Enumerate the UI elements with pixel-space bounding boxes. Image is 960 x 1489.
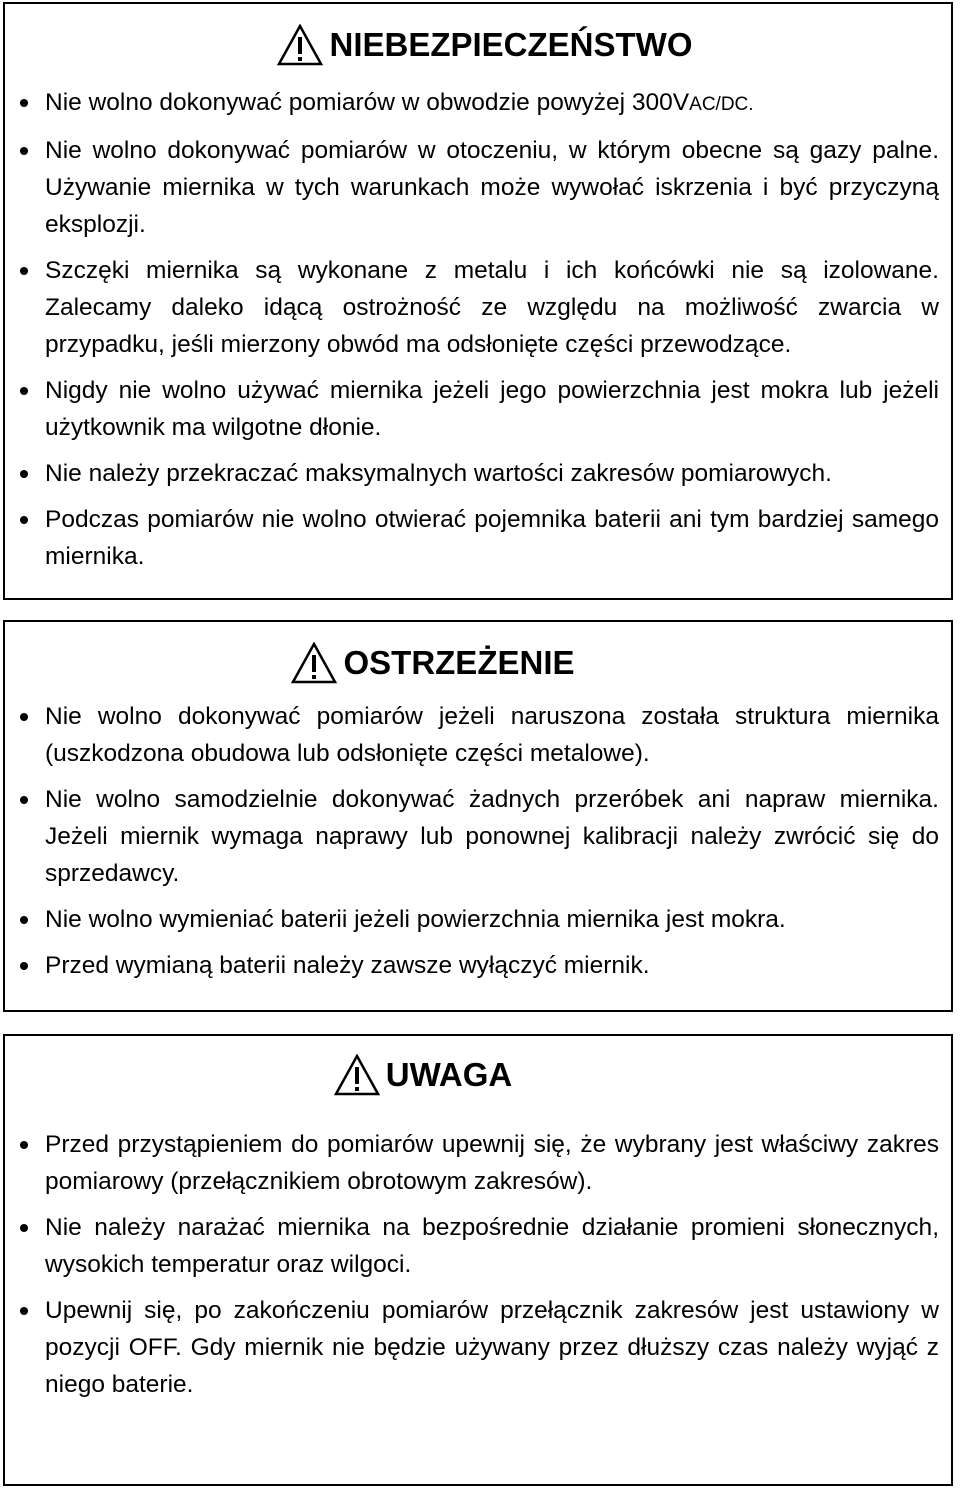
caution-list — [5, 1126, 951, 1403]
list-item: Szczęki miernika są wykonane z metalu i ich końcówki nie są izolowane. Zalecamy daleko idącą ostrożność ze względu na możliwość zwarcia w przypadku, jeśli mierzony obwód ma odsłonięte części przewodzące. — [45, 252, 939, 363]
danger-section — [3, 2, 953, 600]
danger-heading — [5, 24, 951, 66]
warning-list — [5, 698, 951, 984]
warning-title: OSTRZEŻENIE — [343, 644, 575, 681]
list-item: Nie należy przekraczać maksymalnych wartości zakresów pomiarowych. — [45, 455, 939, 492]
list-item: Upewnij się, po zakończeniu pomiarów przełącznik zakresów jest ustawiony w pozycji OFF. Gdy miernik nie będzie używany przez dłuższy czas należy wyjąć z niego baterie. — [45, 1292, 939, 1403]
warning-triangle-icon — [334, 1054, 380, 1096]
list-item: Nigdy nie wolno używać miernika jeżeli jego powierzchnia jest mokra lub jeżeli użytkownik ma wilgotne dłonie. — [45, 372, 939, 446]
bullet-icon — [20, 470, 28, 478]
warning-heading — [5, 642, 951, 684]
bullet-icon — [20, 1224, 28, 1232]
list-item: Nie wolno wymieniać baterii jeżeli powierzchnia miernika jest mokra. — [45, 901, 939, 938]
list-item: Przed wymianą baterii należy zawsze wyłączyć miernik. — [45, 947, 939, 984]
danger-list — [5, 84, 951, 575]
danger-title: NIEBEZPIECZEŃSTWO — [329, 26, 693, 63]
bullet-icon — [20, 916, 28, 924]
warning-section — [3, 620, 953, 1012]
list-item: Podczas pomiarów nie wolno otwierać pojemnika baterii ani tym bardziej samego miernika. — [45, 501, 939, 575]
bullet-icon — [20, 99, 28, 107]
list-item: Nie należy narażać miernika na bezpośrednie działanie promieni słonecznych, wysokich temperatur oraz wilgoci. — [45, 1209, 939, 1283]
list-item: Nie wolno dokonywać pomiarów w obwodzie powyżej 300VAC/DC. — [45, 84, 939, 123]
warning-triangle-icon — [277, 24, 323, 66]
bullet-icon — [20, 796, 28, 804]
bullet-icon — [20, 387, 28, 395]
caution-heading — [5, 1054, 951, 1096]
unit-label: AC/DC. — [689, 94, 754, 115]
bullet-icon — [20, 267, 28, 275]
warning-triangle-icon — [291, 642, 337, 684]
caution-section — [3, 1034, 953, 1486]
bullet-icon — [20, 962, 28, 970]
bullet-icon — [20, 147, 28, 155]
bullet-icon — [20, 1307, 28, 1315]
list-item: Nie wolno dokonywać pomiarów jeżeli naruszona została struktura miernika (uszkodzona obudowa lub odsłonięte części metalowe). — [45, 698, 939, 772]
list-item: Nie wolno samodzielnie dokonywać żadnych przeróbek ani napraw miernika. Jeżeli miernik wymaga naprawy lub ponownej kalibracji należy zwrócić się do sprzedawcy. — [45, 781, 939, 892]
list-item: Przed przystąpieniem do pomiarów upewnij się, że wybrany jest właściwy zakres pomiarowy (przełącznikiem obrotowym zakresów). — [45, 1126, 939, 1200]
bullet-icon — [20, 516, 28, 524]
caution-title: UWAGA — [385, 1056, 513, 1093]
bullet-icon — [20, 1141, 28, 1149]
bullet-icon — [20, 713, 28, 721]
list-item: Nie wolno dokonywać pomiarów w otoczeniu, w którym obecne są gazy palne. Używanie miernika w tych warunkach może wywołać iskrzenia i być przyczyną eksplozji. — [45, 132, 939, 243]
